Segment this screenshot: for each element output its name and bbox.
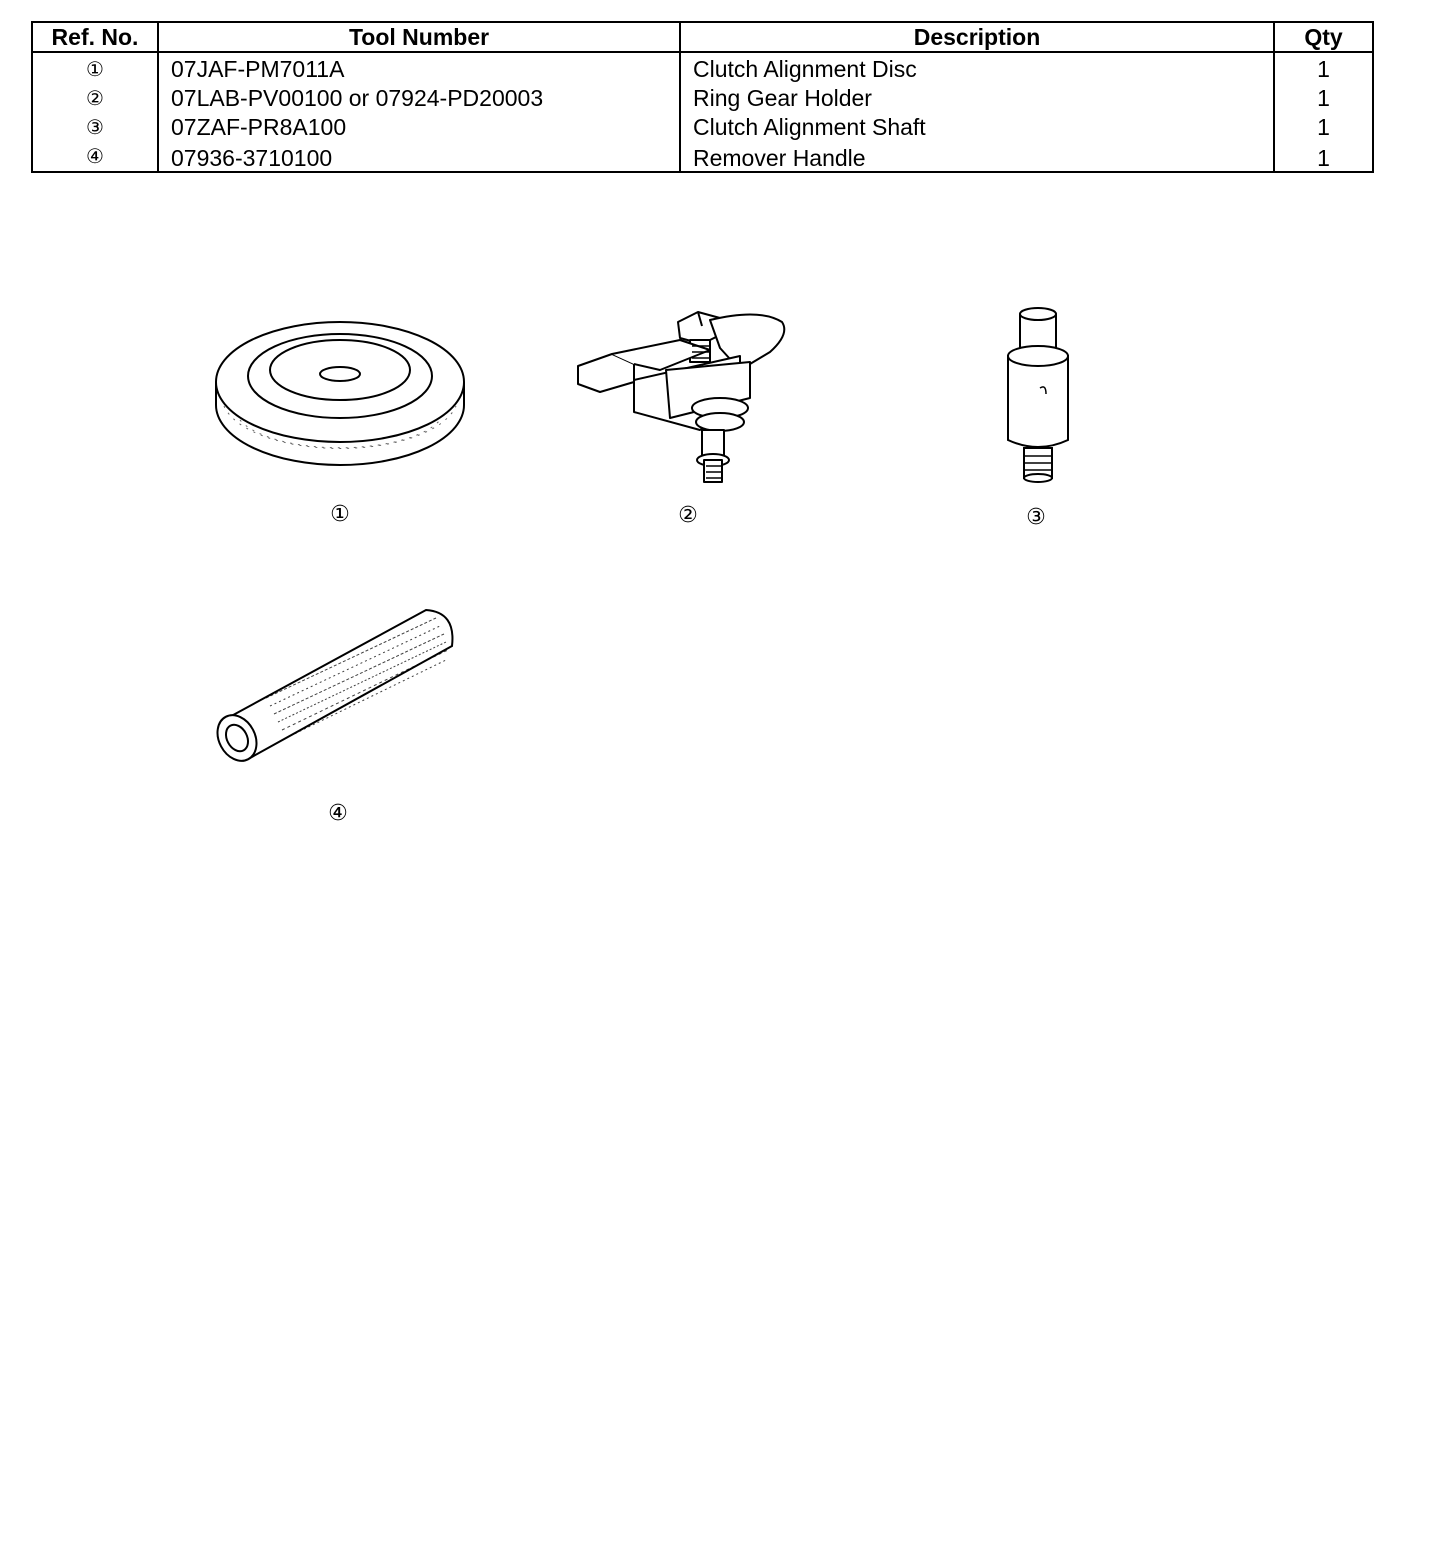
remover-handle-icon <box>210 598 460 773</box>
table-row <box>32 111 1373 140</box>
row-description: Clutch Alignment Shaft <box>680 111 1274 140</box>
row-qty: 1 <box>1274 140 1373 172</box>
figure-1 <box>210 310 470 480</box>
figure-2 <box>570 300 800 500</box>
figure-2-label: ② <box>678 503 698 528</box>
figure-1-label: ① <box>330 502 350 527</box>
row-qty: 1 <box>1274 82 1373 111</box>
figure-4-label: ④ <box>328 801 348 826</box>
row-description: Remover Handle <box>680 140 1274 172</box>
row-tool-number: 07ZAF-PR8A100 <box>158 111 680 140</box>
row-tool-number: 07936-3710100 <box>158 140 680 172</box>
alignment-shaft-icon <box>1000 300 1080 485</box>
figure-3 <box>1000 300 1080 490</box>
alignment-disc-icon <box>210 310 470 475</box>
row-description: Ring Gear Holder <box>680 82 1274 111</box>
ring-gear-holder-icon <box>570 300 800 495</box>
header-ref-no: Ref. No. <box>32 22 158 52</box>
row-ref-no: ④ <box>32 140 158 172</box>
table-row <box>32 140 1373 172</box>
row-ref-no: ③ <box>32 111 158 140</box>
figure-4 <box>210 598 460 778</box>
row-tool-number: 07LAB-PV00100 or 07924-PD20003 <box>158 82 680 111</box>
table-row <box>32 82 1373 111</box>
row-tool-number: 07JAF-PM7011A <box>158 52 680 82</box>
row-qty: 1 <box>1274 52 1373 82</box>
header-tool-number: Tool Number <box>158 22 680 52</box>
table-row <box>32 52 1373 82</box>
row-description: Clutch Alignment Disc <box>680 52 1274 82</box>
figure-3-label: ③ <box>1026 505 1046 530</box>
row-ref-no: ① <box>32 52 158 82</box>
table-header-row <box>32 22 1373 52</box>
header-qty: Qty <box>1274 22 1373 52</box>
row-qty: 1 <box>1274 111 1373 140</box>
header-description: Description <box>680 22 1274 52</box>
row-ref-no: ② <box>32 82 158 111</box>
special-tools-table <box>31 21 1374 173</box>
